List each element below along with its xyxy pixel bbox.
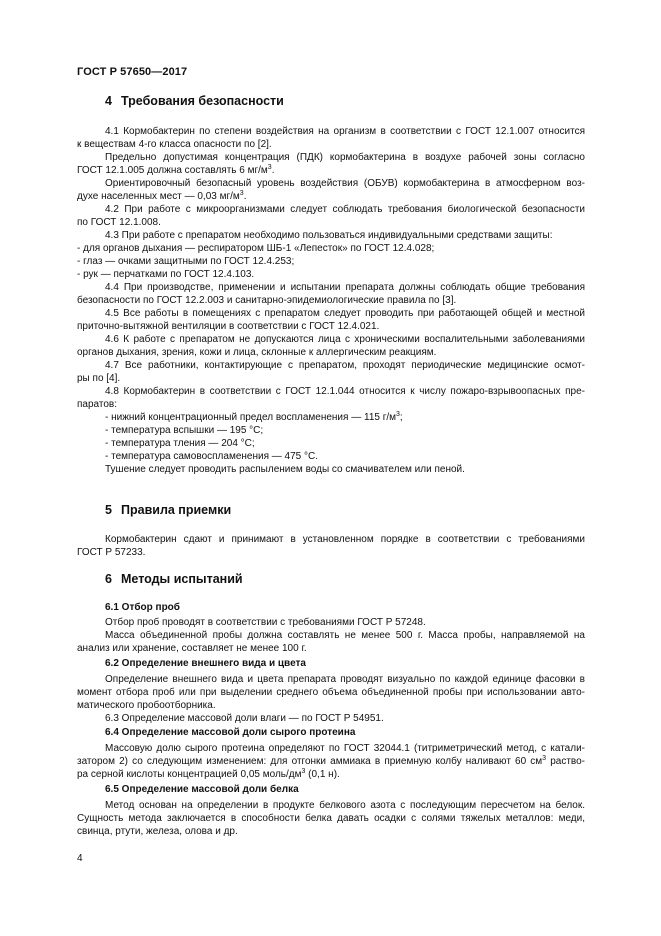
line-text: по ГОСТ 12.1.008. xyxy=(77,217,161,228)
text-line xyxy=(105,307,585,320)
text-line xyxy=(105,125,585,138)
superscript: 3 xyxy=(267,164,272,171)
text-line xyxy=(77,686,585,699)
section-number: 4 xyxy=(105,94,112,108)
text-line xyxy=(105,463,585,476)
page-number: 4 xyxy=(77,853,83,864)
line-text: 4.2 При работе с микроорганизмами следует соблюдать требования биологической безопасности xyxy=(105,204,585,215)
line-text: 4.6 К работе с препаратом не допускаются лица с хроническими воспалительными заболеваниями xyxy=(105,334,585,345)
text-line xyxy=(77,372,585,385)
section-heading xyxy=(105,503,231,517)
line-text: - нижний концентрационный предел воспламенения — 115 г/м xyxy=(105,412,397,423)
line-text-tail: . xyxy=(243,191,247,202)
line-text: матического пробоотборника. xyxy=(77,700,216,711)
line-text: - температура самовоспламенения — 475 °С. xyxy=(105,451,319,462)
line-text: 6.2 Определение внешнего вида и цвета xyxy=(105,658,306,669)
line-text: 6.5 Определение массовой доли белка xyxy=(105,784,299,795)
line-text: 4.4 При производстве, применении и испытании препарата должны соблюдать общие требования xyxy=(105,282,585,293)
line-text: Ориентировочный безопасный уровень воздействия (ОБУВ) кормобактерина в атмосферном воз- xyxy=(105,178,585,189)
text-line xyxy=(105,437,585,450)
text-line xyxy=(105,424,585,437)
text-line xyxy=(105,229,585,242)
section-title: Правила приемки xyxy=(121,503,232,517)
line-text-tail: раство- xyxy=(546,756,586,767)
line-text: 4.5 Все работы в помещениях с препаратом следует проводить при работающей общей и местной xyxy=(105,308,585,319)
line-text: 6.1 Отбор проб xyxy=(105,602,180,613)
superscript: 3 xyxy=(239,190,244,197)
text-line xyxy=(105,712,585,725)
text-line xyxy=(77,812,585,825)
line-text: затором 2) со следующим изменением: для отгонки аммиака в приемную колбу наливают 60 см xyxy=(77,756,543,767)
subsection-heading xyxy=(105,727,355,738)
section-heading xyxy=(105,94,284,108)
line-text: 4.1 Кормобактерин по степени воздействия на организм в соответствии с ГОСТ 12.1.007 относится xyxy=(105,126,585,137)
text-line xyxy=(77,346,585,359)
line-text: Тушение следует проводить распылением воды со смачивателем или пеной. xyxy=(105,464,465,475)
text-line xyxy=(105,533,585,546)
line-text: - для органов дыхания — респиратором ШБ-1 «Лепесток» по ГОСТ 12.4.028; xyxy=(77,243,435,254)
text-line xyxy=(77,138,585,151)
text-line xyxy=(105,673,585,686)
line-text: - температура вспышки — 195 °С; xyxy=(105,425,264,436)
text-line xyxy=(77,642,585,655)
text-line xyxy=(77,164,585,177)
line-text: 4.3 При работе с препаратом необходимо пользоваться индивидуальными средствами защиты: xyxy=(105,230,553,241)
line-text: паратов: xyxy=(77,399,117,410)
text-line xyxy=(77,398,585,411)
line-text: Метод основан на определении в продукте белкового азота с последующим пересчетом на белок. xyxy=(105,800,585,811)
line-text: 4.8 Кормобактерин в соответствии с ГОСТ 12.1.044 относится к числу пожаро-взрывоопасных пре- xyxy=(105,386,585,397)
text-line xyxy=(77,242,585,255)
line-text: безопасности по ГОСТ 12.2.003 и санитарно-эпидемиологические правила по [3]. xyxy=(77,295,457,306)
text-line xyxy=(105,629,585,642)
section-title: Требования безопасности xyxy=(121,94,284,108)
text-line xyxy=(77,268,585,281)
text-line xyxy=(105,450,585,463)
line-text: ГОСТ 12.1.005 должна составлять 6 мг/м xyxy=(77,165,268,176)
text-line xyxy=(105,742,585,755)
section-title: Методы испытаний xyxy=(121,572,243,586)
text-line xyxy=(105,385,585,398)
line-text: - температура тления — 204 °С; xyxy=(105,438,255,449)
text-line xyxy=(77,255,585,268)
line-text: духе населенных мест — 0,03 мг/м xyxy=(77,191,240,202)
line-text: ры по [4]. xyxy=(77,373,121,384)
line-text: Определение внешнего вида и цвета препарата проводят визуально по каждой единице фасовки в xyxy=(105,674,585,685)
text-line xyxy=(105,411,585,424)
line-text: Предельно допустимая концентрация (ПДК) кормобактерина в воздухе рабочей зоны согласно xyxy=(105,152,585,163)
text-line xyxy=(105,799,585,812)
subsection-heading xyxy=(105,602,180,613)
line-text: ГОСТ Р 57233. xyxy=(77,547,146,558)
line-text-tail: ; xyxy=(399,412,403,423)
superscript: 3 xyxy=(301,768,306,775)
text-line xyxy=(77,768,585,781)
line-text: Массовую долю сырого протеина определяют по ГОСТ 32044.1 (титриметрический метод, с катали- xyxy=(105,743,585,754)
line-text: к веществам 4-го класса опасности по [2]. xyxy=(77,139,272,150)
superscript: 3 xyxy=(396,411,400,418)
text-line xyxy=(77,699,585,712)
text-line xyxy=(77,320,585,333)
line-text: органов дыхания, зрения, кожи и лица, склонные к аллергическим реакциям. xyxy=(77,347,437,358)
text-line xyxy=(105,177,585,190)
text-line xyxy=(105,359,585,372)
text-line xyxy=(77,190,585,203)
line-text-tail: (0,1 н). xyxy=(305,769,340,780)
line-text: Сущность метода заключается в способности белка давать осадки с солями тяжелых металлов: меди, xyxy=(77,813,585,824)
line-text: свинца, ртути, железа, олова и др. xyxy=(77,826,238,837)
line-text: Масса объединенной пробы должна составлять не менее 500 г. Масса пробы, направляемой на xyxy=(105,630,585,641)
superscript: 3 xyxy=(542,755,547,762)
line-text: приточно-вытяжной вентиляции в соответствии с ГОСТ 12.4.021. xyxy=(77,321,380,332)
line-text: анализ или хранение, составляет не менее 100 г. xyxy=(77,643,307,654)
text-line xyxy=(105,333,585,346)
line-text: - рук — перчатками по ГОСТ 12.4.103. xyxy=(77,269,255,280)
section-heading xyxy=(105,572,243,586)
text-line xyxy=(77,294,585,307)
text-line xyxy=(77,825,585,838)
line-text: Кормобактерин сдают и принимают в установленном порядке в соответствии с требованиями xyxy=(105,534,585,545)
subsection-heading xyxy=(105,658,306,669)
text-line xyxy=(77,546,585,559)
text-line xyxy=(105,151,585,164)
text-line xyxy=(105,616,585,629)
line-text: 4.7 Все работники, контактирующие с препаратом, проходят периодические медицинские осмот- xyxy=(105,360,585,371)
line-text: момент отбора проб или при выделении среднего объема объединенной пробы при использовании авто- xyxy=(77,687,585,698)
line-text: ра серной кислоты концентрацией 0,05 моль/дм xyxy=(77,769,302,780)
text-line xyxy=(77,216,585,229)
text-line xyxy=(105,281,585,294)
line-text: Отбор проб проводят в соответствии с требованиями ГОСТ Р 57248. xyxy=(105,617,426,628)
line-text: 6.4 Определение массовой доли сырого протеина xyxy=(105,727,356,738)
section-number: 6 xyxy=(105,572,112,586)
text-line xyxy=(77,755,585,768)
page-header: ГОСТ Р 57650—2017 xyxy=(77,66,188,78)
section-number: 5 xyxy=(105,503,112,517)
subsection-heading xyxy=(105,784,299,795)
text-line xyxy=(105,203,585,216)
line-text: - глаз — очками защитными по ГОСТ 12.4.253; xyxy=(77,256,295,267)
line-text-tail: . xyxy=(271,165,275,176)
line-text: 6.3 Определение массовой доли влаги — по ГОСТ Р 54951. xyxy=(105,713,384,724)
